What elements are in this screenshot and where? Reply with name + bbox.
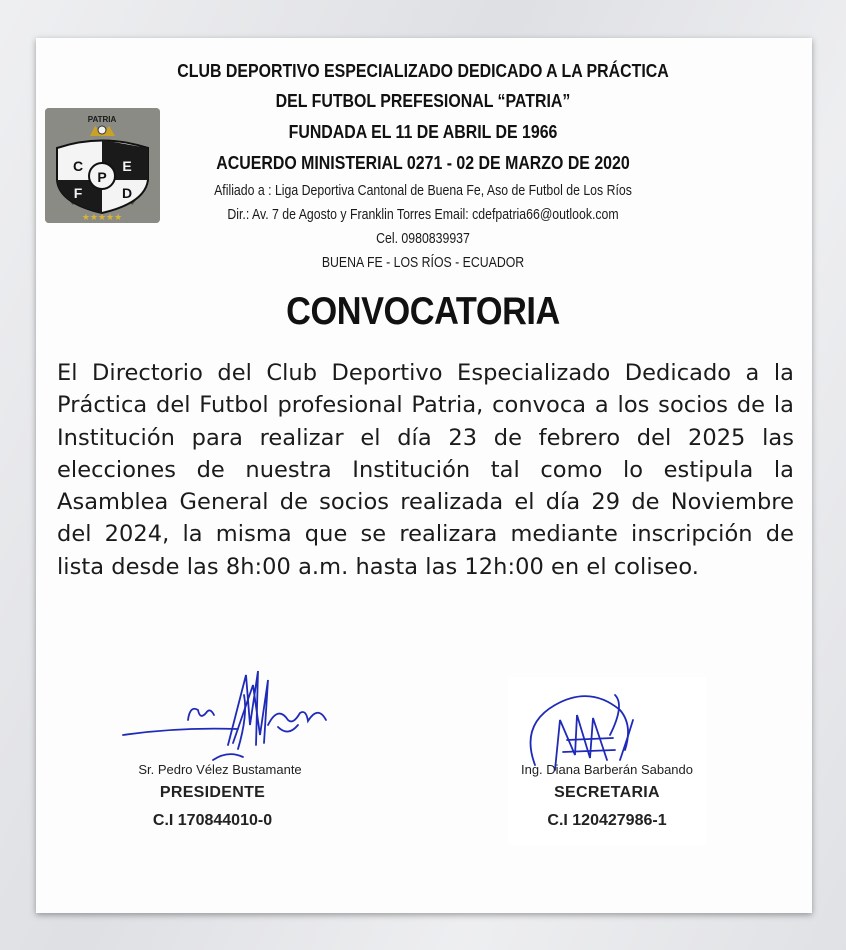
- crest-arc-text: PATRIA: [87, 115, 117, 124]
- announcement-body: El Directorio del Club Deportivo Especializado Dedicado a la Práctica del Futbol profesional Patria, convoca a los socios de la Institución para realizar el día 23 de febrero del 2025 las elecciones de nuestra Institución tal como lo estipula la Asamblea General de socios realizada el día 29 de Noviembre del 2024, la misma que se realizara mediante inscripción de lista desde las 8h:00 a.m. hasta las 12h:00 en el coliseo.: [57, 360, 794, 580]
- header-location: BUENA FE - LOS RÍOS - ECUADOR: [321, 254, 525, 271]
- president-id: C.I 170844010-0: [152, 812, 273, 829]
- crest-letter-p: P: [97, 169, 107, 185]
- secretary-id: C.I 120427986-1: [547, 812, 667, 829]
- secretary-name: Ing. Diana Barberán Sabando: [520, 762, 693, 777]
- secretary-role: SECRETARIA: [554, 784, 660, 801]
- header-club-name-line1: CLUB DEPORTIVO ESPECIALIZADO DEDICADO A LA PRÁCTICA: [177, 60, 669, 81]
- club-crest-icon: [45, 108, 160, 223]
- header-address: Dir.: Av. 7 de Agosto y Franklin Torres Email: cdefpatria66@outlook.com: [227, 206, 619, 223]
- president-signature-icon: [118, 665, 338, 770]
- header-club-name-line2: DEL FUTBOL PREFESIONAL “PATRIA”: [275, 90, 571, 111]
- crest-letter-f: F: [73, 185, 83, 201]
- header-founded: FUNDADA EL 11 DE ABRIL DE 1966: [288, 121, 558, 142]
- document-title: CONVOCATORIA: [286, 290, 560, 333]
- crest-letter-c: C: [72, 158, 84, 174]
- header-affiliation: Afiliado a : Liga Deportiva Cantonal de Buena Fe, Aso de Futbol de Los Ríos: [214, 182, 632, 199]
- header-ministerial-agreement: ACUERDO MINISTERIAL 0271 - 02 DE MARZO DE 2020: [216, 152, 630, 173]
- president-role: PRESIDENTE: [159, 784, 266, 801]
- header-phone: Cel. 0980839937: [376, 230, 470, 247]
- crest-letter-d: D: [121, 185, 133, 201]
- president-name: Sr. Pedro Vélez Bustamante: [138, 762, 302, 777]
- svg-text:★★★★★: ★★★★★: [81, 213, 123, 223]
- crest-letter-e: E: [122, 158, 132, 174]
